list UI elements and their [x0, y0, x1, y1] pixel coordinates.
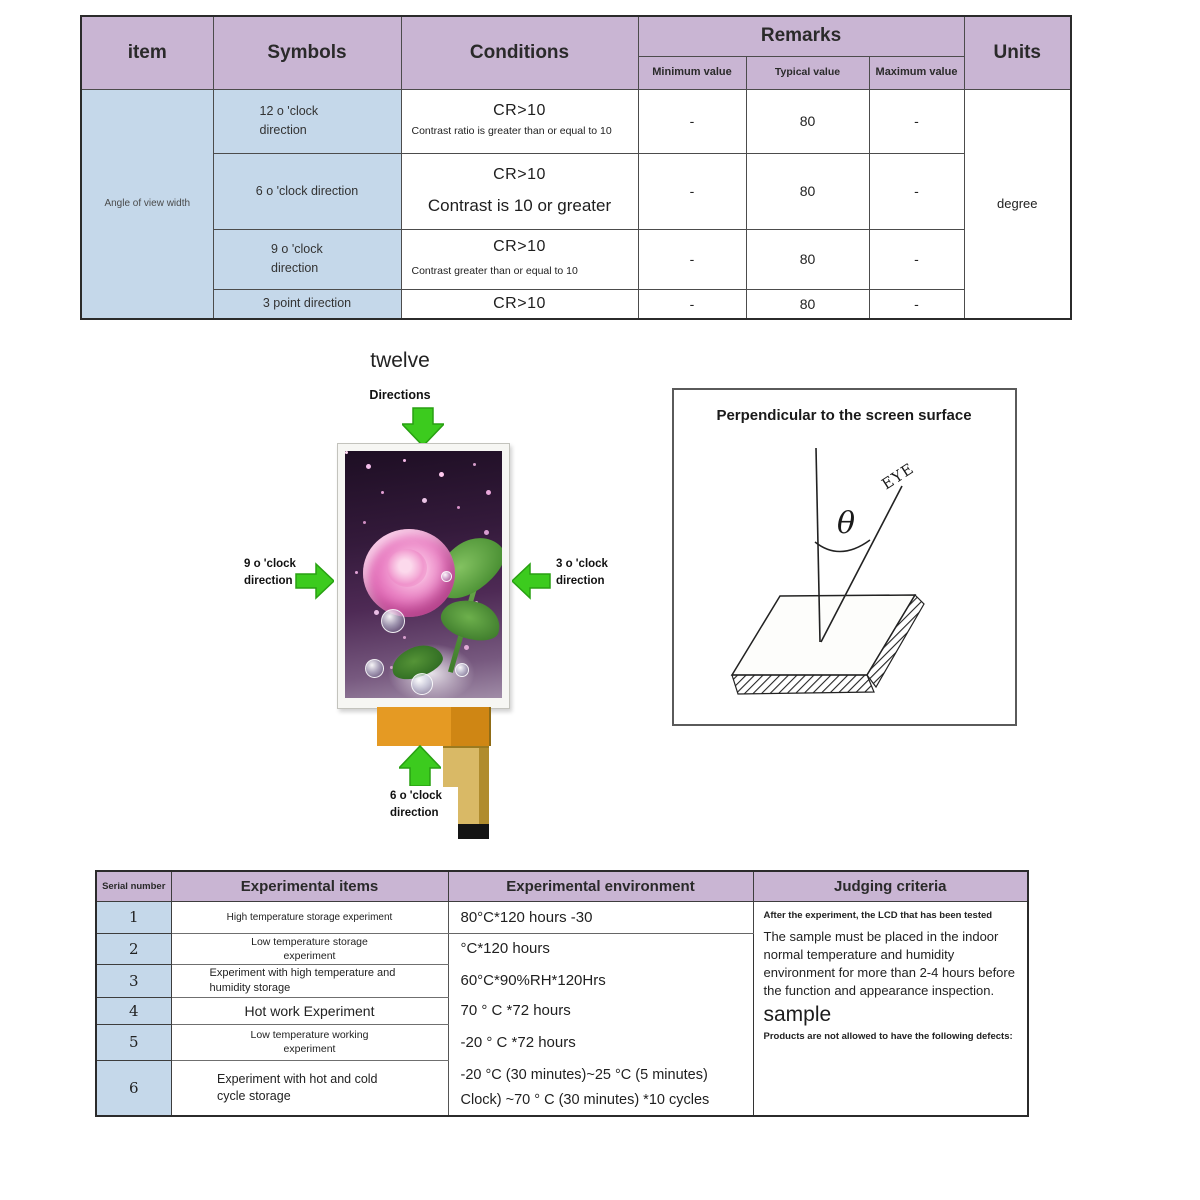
experiment-row-1 — [96, 901, 1028, 933]
serial-number: 3 — [96, 964, 171, 997]
spec-row-6oclock — [81, 153, 1071, 229]
experiment-item: Experiment with high temperature and humidity storage — [171, 964, 448, 997]
judging-note-2: Products are not allowed to have the following defects: — [763, 1030, 1013, 1042]
symbol-3point: 3 point direction — [213, 289, 401, 319]
water-droplet — [381, 609, 405, 633]
condition-main: CR>10 — [493, 294, 546, 312]
col-header-remarks: Remarks — [638, 16, 964, 56]
flex-connector-top — [377, 707, 491, 746]
spec-row-9oclock — [81, 229, 1071, 289]
condition-note: Contrast ratio is greater than or equal to 10 — [411, 125, 612, 138]
experiment-item: Experiment with hot and cold cycle storage — [171, 1060, 448, 1116]
arrow-down-icon — [402, 406, 444, 446]
twelve-title: twelve — [370, 349, 430, 372]
condition-12oclock — [401, 89, 638, 153]
viewing-angle-diagram — [672, 388, 1017, 726]
symbol-12oclock: 12 o 'clock direction — [213, 89, 401, 153]
arrow-up-icon — [399, 744, 441, 786]
col-header-symbols: Symbols — [213, 16, 401, 89]
condition-6oclock — [401, 153, 638, 229]
condition-3point — [401, 289, 638, 319]
max-value: - — [869, 89, 964, 153]
min-value: - — [638, 89, 746, 153]
environment-line-1: -20 °C (30 minutes)~25 °C (5 minutes) — [460, 1067, 708, 1084]
water-droplet — [365, 659, 384, 678]
label-3oclock-direction: 3 o 'clock direction — [556, 558, 608, 587]
col-header-maximum-value: Maximum value — [869, 56, 964, 89]
col-header-conditions: Conditions — [401, 16, 638, 89]
experiment-item: Low temperature storage experiment — [171, 933, 448, 964]
experiment-item: Hot work Experiment — [171, 997, 448, 1024]
angle-arc — [815, 540, 870, 552]
symbol-9oclock: 9 o 'clock direction — [213, 229, 401, 289]
experiment-environment: 60°C*90%RH*120Hrs — [448, 964, 753, 997]
serial-number: 4 — [96, 997, 171, 1024]
water-droplet — [441, 571, 452, 582]
panel-front-edge — [732, 675, 874, 694]
min-value: - — [638, 229, 746, 289]
eye-label: EYE — [878, 459, 918, 494]
label-6oclock-direction: 6 o 'clock direction — [388, 787, 458, 848]
typical-value: 80 — [746, 229, 869, 289]
lcd-screen — [337, 443, 510, 709]
judging-body: The sample must be placed in the indoor normal temperature and humidity environment for more than 2-4 hours before the function and appearance inspection. — [763, 928, 1015, 999]
condition-note: Contrast is 10 or greater — [427, 196, 612, 215]
rose-leaf — [437, 593, 502, 648]
max-value: - — [869, 289, 964, 319]
experiment-item: High temperature storage experiment — [171, 901, 448, 933]
min-value: - — [638, 289, 746, 319]
typical-value: 80 — [746, 89, 869, 153]
viewing-angle-svg — [674, 390, 1015, 724]
directions-label: Directions — [369, 388, 431, 402]
experiment-environment: -20 ° C *72 hours — [448, 1024, 753, 1060]
theta-label: θ — [837, 506, 856, 541]
experiment-environment: 80°C*120 hours -30 — [448, 901, 753, 933]
water-droplet — [455, 663, 469, 677]
col-header-typical-value: Typical value — [746, 56, 869, 89]
experiment-item: Low temperature working experiment — [171, 1024, 448, 1060]
arrow-right-icon — [294, 562, 334, 600]
diagram-title: Perpendicular to the screen surface — [716, 407, 972, 424]
environment-line-2: Clock) ~70 ° C (30 minutes) *10 cycles — [460, 1092, 710, 1109]
col-header-serial-number: Serial number — [96, 871, 171, 901]
sparkles-decoration — [345, 451, 348, 454]
experiment-environment — [448, 1060, 753, 1116]
condition-main: CR>10 — [493, 166, 546, 183]
label-9oclock-direction: 9 o 'clock direction — [244, 558, 296, 587]
serial-number: 2 — [96, 933, 171, 964]
col-header-item: item — [81, 16, 213, 89]
typical-value: 80 — [746, 289, 869, 319]
col-header-units: Units — [964, 16, 1071, 89]
serial-number: 5 — [96, 1024, 171, 1060]
serial-number: 6 — [96, 1060, 171, 1116]
spec-row-12oclock — [81, 89, 1071, 153]
max-value: - — [869, 153, 964, 229]
symbol-6oclock: 6 o 'clock direction — [213, 153, 401, 229]
spec-row-3point — [81, 289, 1071, 319]
experiment-environment: 70 ° C *72 hours — [448, 997, 753, 1024]
viewing-angle-spec-table — [80, 15, 1072, 320]
water-droplet — [411, 673, 433, 695]
item-label: Angle of view width — [81, 89, 213, 319]
experiment-table — [95, 870, 1029, 1117]
serial-number: 1 — [96, 901, 171, 933]
col-header-judging-criteria: Judging criteria — [753, 871, 1028, 901]
judging-criteria — [753, 901, 1028, 1116]
judging-sample: sample — [763, 1002, 832, 1026]
judging-note-1: After the experiment, the LCD that has been tested — [763, 909, 993, 921]
typical-value: 80 — [746, 153, 869, 229]
col-header-experimental-environment: Experimental environment — [448, 871, 753, 901]
max-value: - — [869, 229, 964, 289]
col-header-experimental-items: Experimental items — [171, 871, 448, 901]
col-header-minimum-value: Minimum value — [638, 56, 746, 89]
min-value: - — [638, 153, 746, 229]
condition-main: CR>10 — [493, 102, 546, 120]
arrow-left-icon — [512, 562, 552, 600]
rose-image — [345, 451, 502, 698]
units-value: degree — [964, 89, 1071, 319]
experiment-environment: °C*120 hours — [448, 933, 753, 964]
condition-note: Contrast greater than or equal to 10 — [411, 265, 578, 278]
condition-main: CR>10 — [493, 238, 546, 256]
condition-9oclock — [401, 229, 638, 289]
